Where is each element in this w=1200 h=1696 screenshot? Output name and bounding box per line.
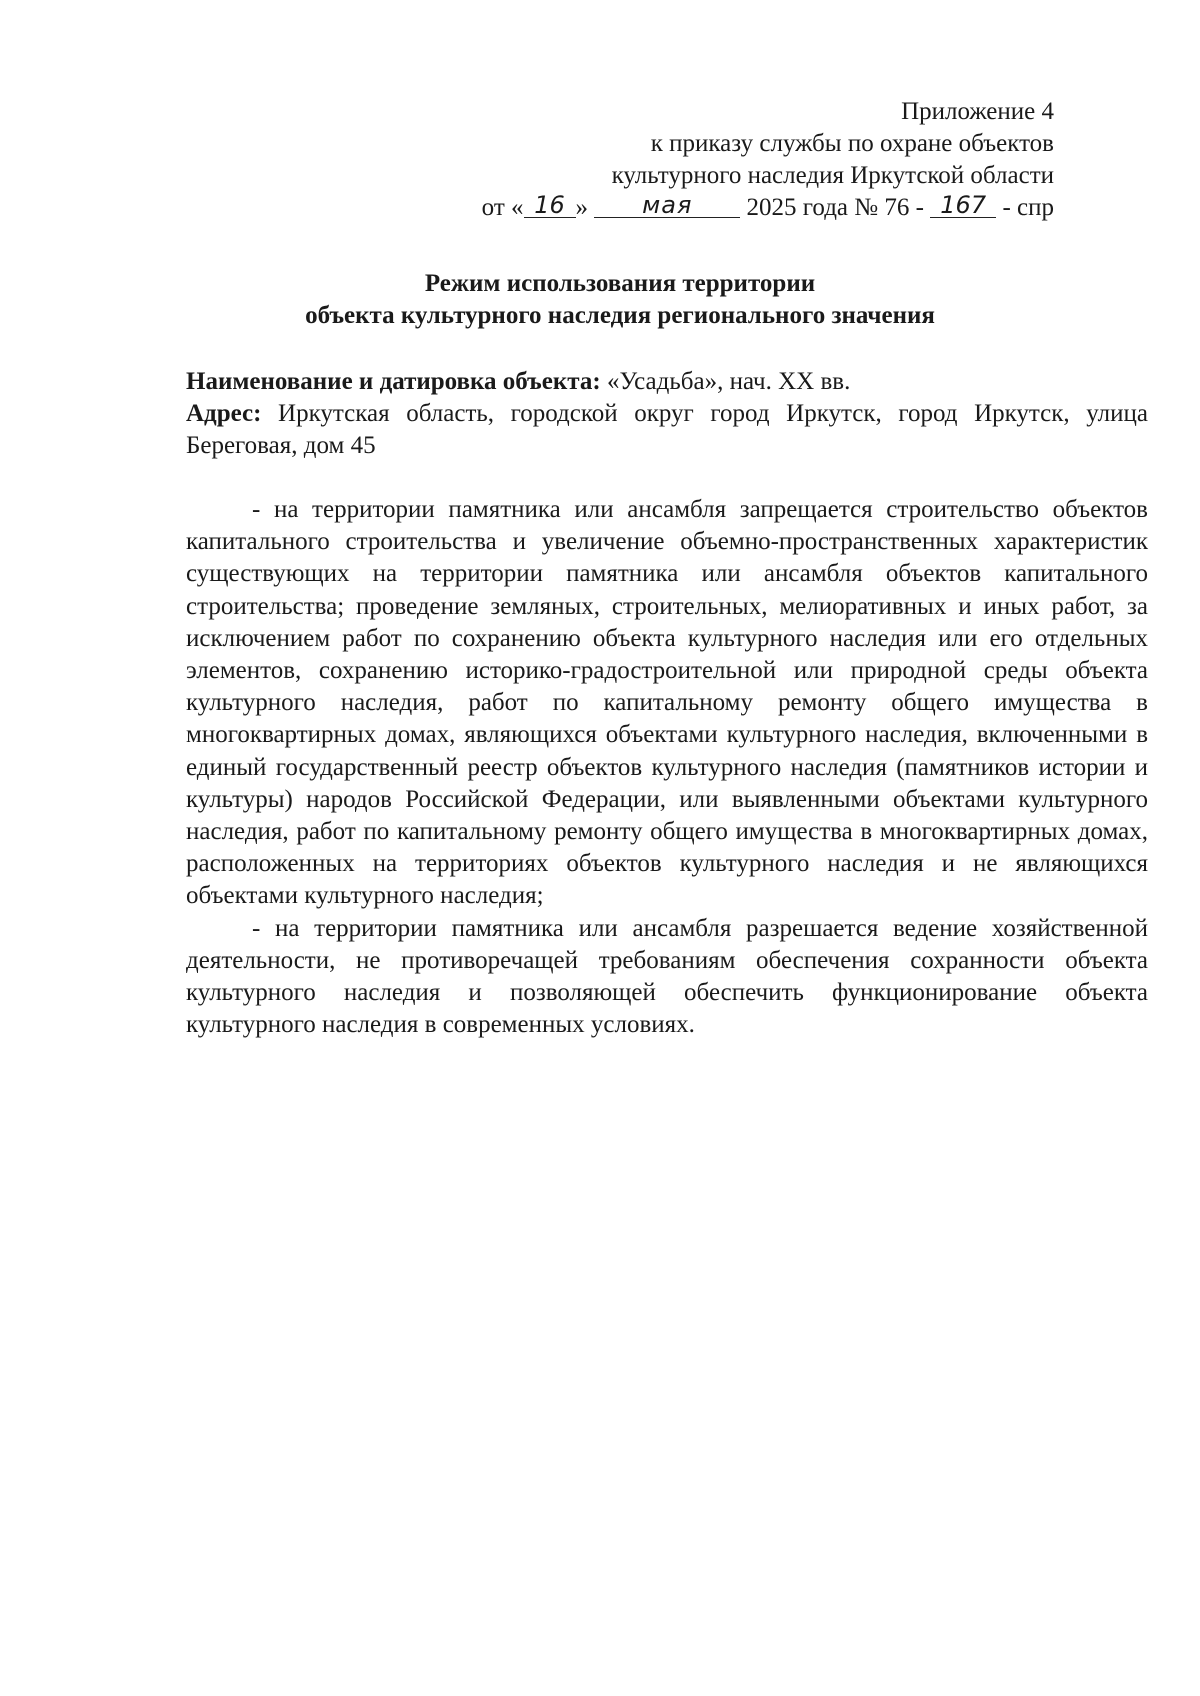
date-suffix: - спр — [996, 194, 1054, 221]
object-name-row — [186, 366, 1148, 398]
order-date-line — [482, 192, 1054, 224]
paragraph-prohibitions: - на территории памятника или ансамбля запрещается строительство объектов капитального строительства и увеличение объемно-пространственных характеристик существующих на территории памятника или ансамбля объектов капитального строительства; проведение земляных, строительных, мелиоративных и иных работ, за исключением работ по сохранению объекта культурного наследия или его отдельных элементов, сохранению историко-градостроительной или природной среды объекта культурного наследия, работ по капитальному ремонту общего имущества в многоквартирных домах, являющихся объектами культурного наследия, включенными в единый государственный реестр объектов культурного наследия (памятников истории и культуры) народов Российской Федерации, или выявленными объектами культурного наследия, работ по капитальному ремонту общего имущества в многоквартирных домах, расположенных на территориях объектов культурного наследия и не являющихся объектами культурного наследия; — [186, 496, 1148, 910]
title-line-1: Режим использования территории — [424, 270, 816, 297]
object-info — [186, 366, 1148, 462]
issuing-authority: культурного наследия Иркутской области — [611, 162, 1054, 189]
title-line-2: объекта культурного наследия регионального значения — [305, 302, 935, 329]
date-mid: » — [575, 194, 595, 221]
object-address-label: Адрес: — [186, 400, 262, 427]
date-prefix: от « — [481, 194, 524, 221]
object-name-value: «Усадьба», нач. XX вв. — [600, 368, 851, 395]
regime-text — [186, 494, 1148, 1041]
order-reference: к приказу службы по охране объектов — [650, 130, 1054, 157]
object-address-value: Иркутская область, городской округ город Иркутск, город Иркутск, улица Береговая, дом 45 — [186, 400, 1148, 459]
handwritten-order-number: 167 — [930, 193, 996, 218]
object-address-row — [186, 398, 1148, 462]
appendix-header — [482, 96, 1054, 224]
document-title — [180, 268, 1060, 332]
paragraph-permissions: - на территории памятника или ансамбля разрешается ведение хозяйственной деятельности, не противоречащей требованиям обеспечения сохранности объекта культурного наследия и позволяющей обеспечить функционирование объекта культурного наследия в современных условиях. — [186, 914, 1148, 1039]
appendix-number: Приложение 4 — [901, 98, 1054, 125]
handwritten-day: 16 — [524, 193, 576, 218]
date-year: 2025 года № 76 - — [740, 194, 931, 221]
object-name-label: Наименование и датировка объекта: — [186, 368, 601, 395]
handwritten-month: мая — [594, 193, 740, 218]
